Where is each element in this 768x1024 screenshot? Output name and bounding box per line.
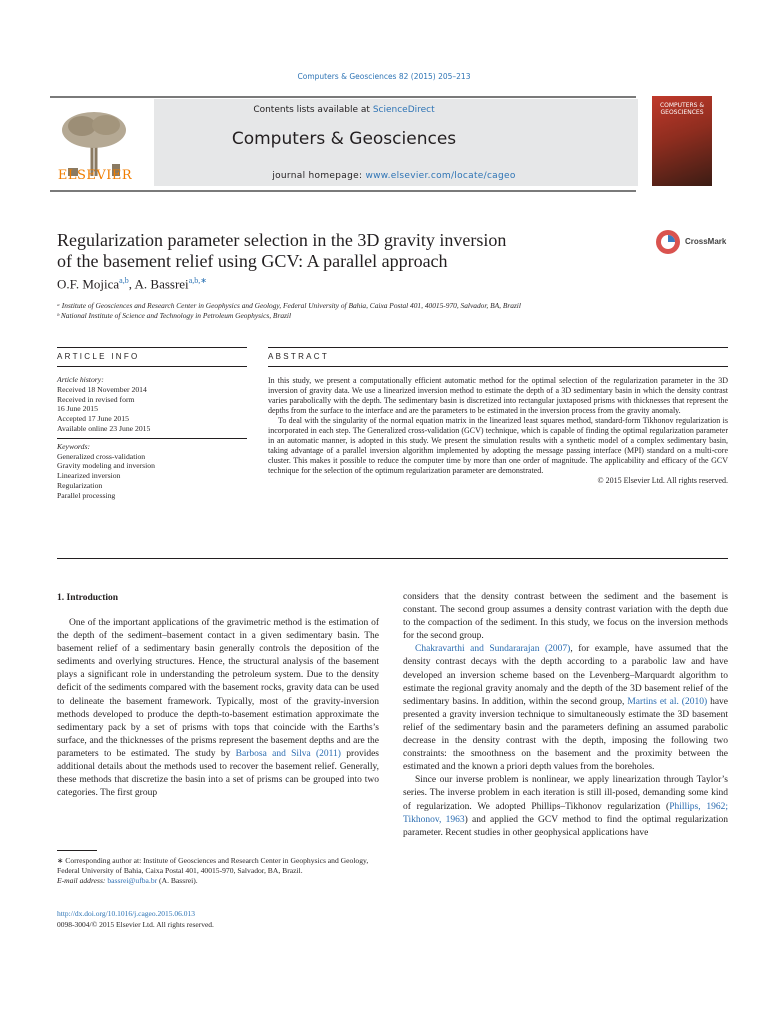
citation-link[interactable]: Barbosa and Silva (2011)	[235, 748, 341, 759]
abstract-body	[268, 376, 728, 486]
history-item: Accepted 17 June 2015	[57, 414, 129, 424]
abstract-rule	[268, 347, 728, 348]
homepage-link[interactable]: www.elsevier.com/locate/cageo	[365, 171, 516, 181]
email-line	[57, 876, 383, 886]
homepage-prefix: journal homepage:	[272, 171, 366, 181]
citation-link[interactable]: Phillips, 1962; Tikhonov, 1963	[403, 801, 728, 825]
title-line-2: of the basement relief using GCV: A parallel approach	[57, 251, 448, 271]
journal-name: Computers & Geosciences	[231, 129, 457, 149]
body-paragraph: considers that the density contrast between the sediment and the basement is constant. The second group assumes a density contrast variation with the depth due to the compaction of the sediment. In this study, we focus on the inversion methods for the second group.	[403, 592, 728, 642]
abstract-paragraph: To deal with the singularity of the normal equation matrix in the linearized least squares method, standard-form Tikhonov regularization is incorporated in each step. The Generalized cross-validation (GCV) technique, which is capable of finding the optimal regularization parameter in an automatic manner, is adopted in this study. We present the simulation results with a synthetic model of a complex sedimentary basin, taking advantage of a parallel inversion algorithm implemented by adopting the message passing interface (MPI) standard on a multi-core cluster. This makes it possible to reduce the computer time by more than one order of magnitude. The applicability and efficacy of the GCV technique for the selection of the optimum regularization parameter are demonstrated.	[268, 416, 728, 475]
homepage-line	[154, 171, 634, 181]
body-text: have presented a gravity inversion technique to simultaneously estimate the 3D basement relief of the sedimentary basin and the parameters defining an assumed parabolic decrease in the density contrast with the depth, imposing the following two constraints: the smoothness on the basement and the proximity between the estimated and the known a priori depth values from the boreholes.	[403, 696, 729, 773]
affiliation-b: ᵇ National Institute of Science and Technology in Petroleum Geophysics, Brazil	[57, 311, 292, 320]
banner-bottom-rule	[50, 190, 636, 192]
abstract-bottom-rule	[57, 558, 728, 559]
citation-link[interactable]: Martins et al. (2010)	[627, 696, 708, 707]
elsevier-wordmark: ELSEVIER	[57, 168, 133, 183]
body-text: provides additional details about the methods used to recover the basement relief. Generally, these methods that discretize the basin into a set of prisms can be grouped into two categories. The first group	[57, 748, 379, 799]
body-paragraph	[403, 774, 728, 839]
history-title: Article history:	[57, 375, 104, 384]
affiliation-a: ᵃ Institute of Geosciences and Research Center in Geophysics and Geology, Federal University of Bahia, Caixa Postal 401, 40015-970, Salvador, BA, Brazil	[57, 301, 521, 310]
body-text: One of the important applications of the gravimetric method is the estimation of the depth of the sediment–basement contact in a given sedimentary basin. The basement relief of a sedimentary basin generally controls the deposition of the sediments and overlying structures. Hence, the structural analysis of the basement plays a significant role in understanding the petroleum system. Due to the density deficit of the sediments compared with the basement rocks, gravity data can be used to delineate the basement framework. Typically, most of the gravity-inversion methods developed to produce the depth-to-basement estimation approximate the sedimentary pack by a set of prisms with tops that coincide with the Earths’s surface, and the thicknesses of the prisms represent the basement depths and are the parameters to be estimated. The study by	[57, 618, 379, 759]
keyword: Linearized inversion	[57, 471, 121, 481]
doi-link[interactable]: http://dx.doi.org/10.1016/j.cageo.2015.06.013	[57, 909, 195, 918]
contents-line	[154, 105, 534, 115]
keywords-title: Keywords:	[57, 441, 91, 451]
history-item: 16 June 2015	[57, 404, 98, 414]
abstract-heading: ABSTRACT	[268, 352, 330, 361]
body-text: , for example, have assumed that the density contrast decays with the depth according to a parabolic law and have developed an inversion scheme based on the Levenberg–Marquardt algorithm to estimate the regional gravity anomaly and the depth of the 3D basement relief of the sedimentary basins. In addition, within the second group,	[403, 644, 728, 707]
author-affiliation-marker[interactable]: a,b,∗	[188, 276, 207, 285]
crossmark-icon	[655, 229, 681, 255]
history-item: Received in revised form	[57, 394, 135, 404]
title-line-1: Regularization parameter selection in the 3D gravity inversion	[57, 230, 507, 250]
article-info-subrule	[57, 366, 247, 367]
journal-cover-image	[652, 96, 712, 186]
article-title	[57, 230, 617, 272]
keyword: Regularization	[57, 480, 103, 490]
email-suffix: (A. Bassrei).	[157, 876, 198, 885]
sciencedirect-link[interactable]: ScienceDirect	[372, 105, 435, 115]
copyright-notice: © 2015 Elsevier Ltd. All rights reserved.	[597, 476, 728, 485]
journal-banner	[50, 96, 636, 188]
issn-line: 0098-3004/© 2015 Elsevier Ltd. All rights reserved.	[57, 920, 214, 929]
contents-prefix: Contents lists available at	[253, 105, 373, 115]
crossmark-label: CrossMark	[685, 237, 727, 246]
abstract-paragraph: In this study, we present a computationally efficient automatic method for the optimal selection of the regularization parameter in the 3D inversion of gravity data. We use a linearized inversion method to estimate the depth of a 3D sedimentary basin in which the density contrast varies parabolically with the depth. The sedimentary basin is discretized into rectangular juxtaposed prisms with thicknesses that represent the depths from the surface to the interface and are the parameters to be estimated in the inversion process from the gravity anomaly.	[268, 376, 728, 415]
body-column-left	[57, 617, 379, 800]
section-heading-introduction: 1. Introduction	[57, 593, 119, 603]
email-link[interactable]: bassrei@ufba.br	[107, 876, 158, 885]
author-affiliation-marker[interactable]: a,b	[119, 276, 129, 285]
keyword: Parallel processing	[57, 490, 116, 500]
body-text: ) and applied the GCV method to find the optimal regularization parameter. Recent studies in other geophysical applications have	[403, 814, 728, 838]
footnote-text: ∗ Corresponding author at: Institute of Geosciences and Research Center in Geophysics and Geology, Federal University of Bahia, Caixa Postal 401, 40015-970, Salvador, BA, Brazil.	[57, 856, 369, 875]
corresponding-author-footnote	[57, 856, 383, 886]
journal-citation[interactable]: Computers & Geosciences 82 (2015) 205–213	[297, 72, 471, 81]
cover-title: COMPUTERS & GEOSCIENCES	[659, 102, 705, 116]
history-item: Available online 23 June 2015	[57, 423, 151, 433]
email-label: E-mail address:	[57, 876, 108, 885]
body-paragraph	[57, 617, 379, 800]
author-name[interactable]: A. Bassrei	[134, 276, 189, 292]
journal-info-box	[154, 99, 638, 186]
keyword: Generalized cross-validation	[57, 451, 146, 461]
article-info-heading: ARTICLE INFO	[57, 352, 140, 361]
body-text: Since our inverse problem is nonlinear, we apply linearization through Taylor’s series. The inverse problem in each iteration is still ill-posed, demanding some kind of regularization. We adopted Phillips–Tikhonov regularization (	[403, 775, 728, 812]
banner-top-rule	[50, 96, 636, 98]
body-column-right	[403, 591, 728, 840]
keyword: Gravity modeling and inversion	[57, 461, 155, 471]
affiliations	[57, 301, 717, 321]
footnote-rule	[57, 850, 97, 851]
abstract-subrule	[268, 366, 728, 367]
article-info	[57, 375, 247, 501]
citation-link[interactable]: Chakravarthi and Sundararajan (2007)	[415, 644, 571, 655]
body-paragraph	[403, 643, 728, 774]
author-separator: ,	[128, 276, 135, 292]
author-name[interactable]: O.F. Mojica	[57, 276, 120, 292]
history-item: Received 18 November 2014	[57, 384, 147, 394]
article-info-rule	[57, 347, 247, 348]
crossmark-badge[interactable]	[655, 229, 739, 255]
author-list	[57, 276, 207, 292]
keywords-rule	[57, 438, 247, 439]
